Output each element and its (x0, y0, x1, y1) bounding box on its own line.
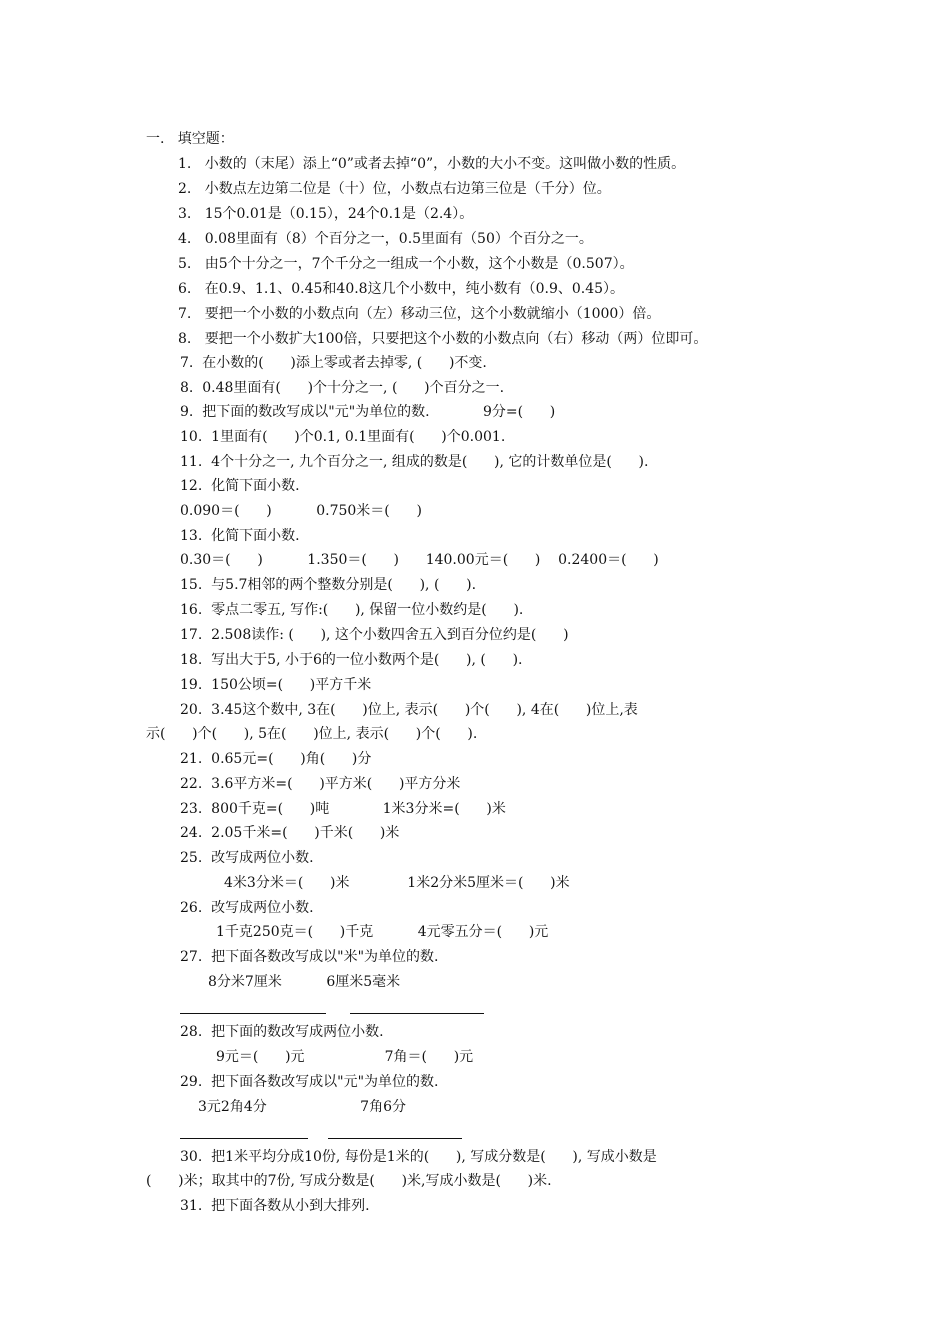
question-line: 7. 在小数的( )添上零或者去掉零, ( )不变. (180, 355, 487, 371)
answer-line: 0.30＝( ) 1.350＝( ) 140.00元＝( ) 0.2400＝( ) (180, 552, 659, 568)
question-line: 31. 把下面各数从小到大排列. (180, 1198, 370, 1214)
question-line: ( )米；取其中的7份, 写成分数是( )米,写成小数是( )米. (146, 1173, 552, 1189)
question-line: 7. 要把一个小数的小数点向（左）移动三位，这个小数就缩小（1000）倍。 (178, 306, 661, 322)
answer-line: 8分米7厘米 6厘米5毫米 (208, 974, 401, 990)
question-line: 17. 2.508读作: ( ), 这个小数四舍五入到百分位约是( ) (180, 627, 569, 643)
question-line: 30. 把1米平均分成10份, 每份是1米的( ), 写成分数是( ), 写成小数是 (180, 1149, 657, 1165)
question-line: 5. 由5个十分之一，7个千分之一组成一个小数，这个小数是（0.507）。 (178, 256, 634, 272)
question-line: 29. 把下面各数改写成以"元"为单位的数. (180, 1074, 439, 1090)
question-line: 25. 改写成两位小数. (180, 850, 314, 866)
question-line: 10. 1里面有( )个0.1, 0.1里面有( )个0.001. (180, 429, 506, 445)
answer-line: 3元2角4分 7角6分 (198, 1099, 406, 1115)
question-line: 21. 0.65元=( )角( )分 (180, 751, 372, 767)
answer-underline (180, 1138, 308, 1139)
question-line: 6. 在0.9、1.1、0.45和40.8这几个小数中，纯小数有（0.9、0.45）。 (178, 281, 625, 297)
question-line: 11. 4个十分之一, 九个百分之一, 组成的数是( ), 它的计数单位是( ). (180, 454, 649, 470)
question-line: 19. 150公顷=( )平方千米 (180, 677, 372, 693)
question-line: 9. 把下面的数改写成以"元"为单位的数. 9分=( ) (180, 404, 556, 420)
question-line: 2. 小数点左边第二位是（十）位，小数点右边第三位是（千分）位。 (178, 181, 611, 197)
answer-line: 0.090＝( ) 0.750米＝( ) (180, 503, 422, 519)
question-line: 24. 2.05千米=( )千米( )米 (180, 825, 400, 841)
question-line: 示( )个( ), 5在( )位上, 表示( )个( ). (146, 726, 478, 742)
question-line: 1. 小数的（末尾）添上“0”或者去掉“0”，小数的大小不变。这叫做小数的性质。 (178, 156, 686, 172)
question-line: 15. 与5.7相邻的两个整数分别是( ), ( ). (180, 577, 477, 593)
question-line: 26. 改写成两位小数. (180, 900, 314, 916)
question-line: 3. 15个0.01是（0.15），24个0.1是（2.4）。 (178, 206, 474, 222)
question-line: 4. 0.08里面有（8）个百分之一，0.5里面有（50）个百分之一。 (178, 231, 593, 247)
question-line: 8. 要把一个小数扩大100倍，只要把这个小数的小数点向（右）移动（两）位即可。 (178, 331, 708, 347)
question-line: 22. 3.6平方米=( )平方米( )平方分米 (180, 776, 461, 792)
question-line: 13. 化简下面小数. (180, 528, 300, 544)
question-line: 18. 写出大于5, 小于6的一位小数两个是( ), ( ). (180, 652, 523, 668)
question-line: 23. 800千克=( )吨 1米3分米=( )米 (180, 801, 506, 817)
answer-line: 1千克250克＝( )千克 4元零五分＝( )元 (216, 924, 549, 940)
answer-line: 4米3分米＝( )米 1米2分米5厘米＝( )米 (224, 875, 570, 891)
answer-underline (180, 1013, 326, 1014)
question-line: 20. 3.45这个数中, 3在( )位上, 表示( )个( ), 4在( )位上,表 (180, 702, 638, 718)
answer-underline (350, 1013, 484, 1014)
question-line: 16. 零点二零五, 写作:( ), 保留一位小数约是( ). (180, 602, 524, 618)
answer-underline (328, 1138, 462, 1139)
question-line: 27. 把下面各数改写成以"米"为单位的数. (180, 949, 439, 965)
section-heading: 一. 填空题： (146, 131, 234, 147)
question-line: 28. 把下面的数改写成两位小数. (180, 1024, 384, 1040)
answer-line: 9元＝( )元 7角＝( )元 (216, 1049, 474, 1065)
question-line: 8. 0.48里面有( )个十分之一, ( )个百分之一. (180, 380, 505, 396)
question-line: 12. 化简下面小数. (180, 478, 300, 494)
